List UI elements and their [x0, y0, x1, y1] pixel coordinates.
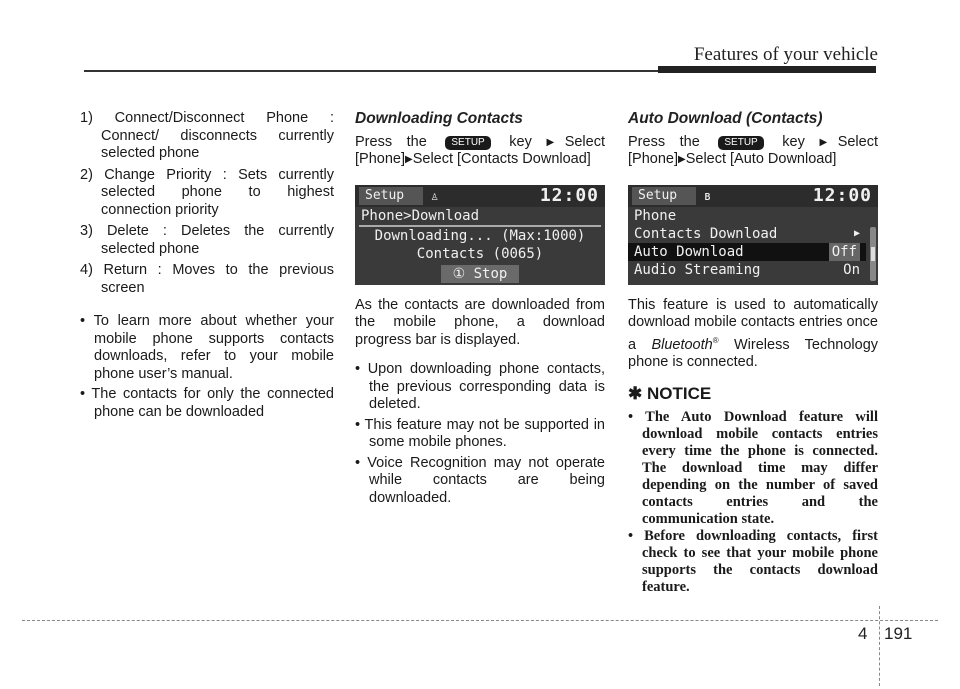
- spacer: [355, 349, 605, 361]
- column-left: [80, 110, 334, 424]
- bullet-item: • The contacts for only the connected phone can be downloaded: [80, 386, 334, 420]
- person-icon: ♙: [431, 188, 439, 203]
- screen-count: Contacts (0065): [416, 245, 544, 262]
- screen-subtitle: Phone>Download: [359, 207, 601, 227]
- download-screen: [355, 185, 605, 285]
- header-rule-accent: [658, 66, 876, 73]
- chapter-number: 4: [858, 624, 868, 643]
- instruction-text: Press the: [628, 133, 700, 150]
- header-title: Features of your vehicle: [693, 44, 878, 65]
- setup-key-icon: SETUP: [718, 136, 763, 150]
- footer-divider: [879, 606, 880, 686]
- notice-item: • The Auto Download feature will download mobile contacts entries every time the phone is connected. The download time may differ depending on the number of saved contacts entries and the communication state.: [628, 408, 878, 527]
- auto-download-screen: [628, 185, 878, 285]
- paragraph-text: Wireless Technology phone is connected.: [628, 336, 879, 370]
- column-right: [628, 110, 878, 596]
- paragraph: As the contacts are downloaded from the mobile phone, a download progress bar is displayed.: [355, 296, 605, 348]
- instruction-text: [Phone]: [355, 151, 405, 167]
- screen-tab: Setup: [632, 187, 696, 205]
- instruction-text: key: [509, 133, 532, 150]
- bullet-item: • Upon downloading phone contacts, the previous corresponding data is deleted.: [355, 361, 605, 412]
- menu-row-value: Off: [829, 243, 860, 261]
- instruction-text: Press the: [355, 133, 427, 150]
- asterisk-icon: ✱: [628, 384, 647, 404]
- stop-button: ① Stop: [441, 265, 519, 283]
- menu-row: [628, 261, 866, 279]
- screen-clock: 12:00: [812, 184, 872, 206]
- menu-row-value: On: [843, 261, 860, 278]
- registered-mark: ®: [712, 335, 719, 345]
- instruction-text: Select [Auto Download]: [685, 151, 837, 167]
- arrow-right-icon: ▶: [546, 136, 565, 148]
- instruction-text: key: [782, 133, 805, 150]
- paragraph: [628, 297, 878, 372]
- list-item: 3) Delete : Deletes the currently selected phone: [80, 223, 334, 257]
- bullet-item: • Voice Recognition may not operate while contacts are being downloaded.: [355, 454, 605, 506]
- screen-titlebar: [628, 185, 878, 207]
- bluetooth-icon: ʙ: [704, 188, 712, 203]
- notice-title: [628, 385, 878, 403]
- instruction-text: Select: [837, 133, 878, 150]
- arrow-right-icon: ▶: [405, 154, 413, 165]
- instruction-text: Select: [564, 133, 605, 150]
- screen-clock: 12:00: [539, 184, 599, 206]
- menu-row-label: Auto Download: [634, 243, 744, 260]
- list-item: 4) Return : Moves to the previous screen: [80, 262, 334, 296]
- column-middle: [355, 110, 605, 510]
- screen-status: Downloading... (Max:1000): [374, 227, 586, 244]
- section-heading: Downloading Contacts: [355, 110, 523, 127]
- notice-title-text: NOTICE: [646, 384, 712, 404]
- paragraph-text: This feature is used to automatically download mobile contacts entries once a: [628, 296, 878, 353]
- bullet-item: • This feature may not be supported in some mobile phones.: [355, 416, 605, 450]
- menu-row-label: Audio Streaming: [634, 261, 761, 278]
- screen-tab: Setup: [359, 187, 423, 205]
- menu-row: [628, 225, 866, 243]
- instruction: [628, 134, 878, 169]
- instruction: [355, 134, 605, 169]
- notice-item: • Before downloading contacts, first check to see that your mobile phone supports the contacts download feature.: [628, 527, 878, 595]
- menu-row-label: Contacts Download: [634, 225, 778, 242]
- scrollbar-thumb: [871, 247, 875, 261]
- page-number: 191: [884, 624, 913, 643]
- screen-titlebar: [355, 185, 605, 207]
- arrow-right-icon: ▶: [819, 136, 838, 148]
- list-item: 1) Connect/Disconnect Phone : Connect/ disconnects currently selected phone: [80, 110, 334, 161]
- setup-key-icon: SETUP: [445, 136, 490, 150]
- section-heading: Auto Download (Contacts): [628, 110, 823, 127]
- list-item: 2) Change Priority : Sets currently selected phone to highest connection priority: [80, 166, 334, 218]
- screen-subtitle: Phone: [634, 207, 677, 224]
- menu-row-selected: [628, 243, 866, 261]
- instruction-text: [Phone]: [628, 151, 678, 167]
- chevron-right-icon: ▶: [853, 227, 860, 239]
- arrow-right-icon: ▶: [678, 154, 686, 165]
- instruction-text: Select [Contacts Download]: [412, 151, 591, 167]
- spacer: [80, 301, 334, 313]
- footer-rule: [22, 620, 938, 621]
- brand-text: Bluetooth: [651, 336, 713, 353]
- screen-scrollbar: [870, 227, 876, 281]
- bullet-item: • To learn more about whether your mobile phone supports contacts downloads, refer to your mobile phone user’s manual.: [80, 313, 334, 382]
